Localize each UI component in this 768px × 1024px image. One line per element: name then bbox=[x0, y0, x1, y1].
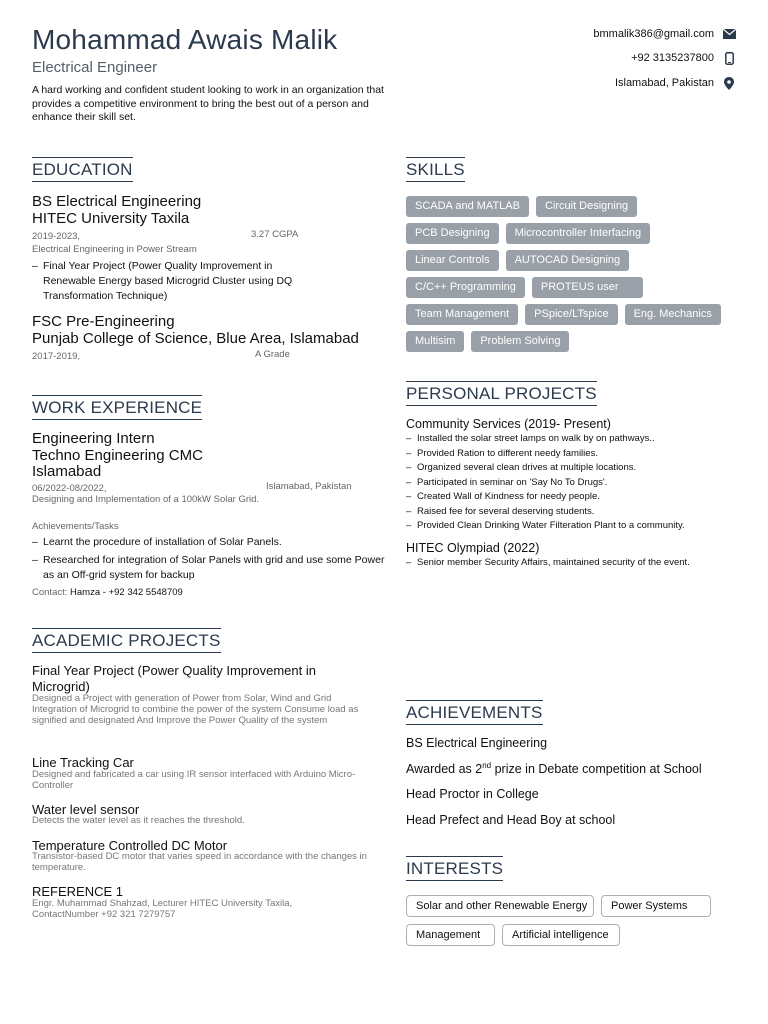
location-text: Islamabad, Pakistan bbox=[614, 77, 714, 89]
olympiad-title: HITEC Olympiad (2022) bbox=[406, 541, 540, 555]
work-contact bbox=[32, 587, 183, 598]
reference-desc: Engr. Muhammad Shahzad, Lecturer HITEC University Taxila, ContactNumber +92 321 7279757 bbox=[32, 898, 293, 920]
education-dates-1: 2019-2023, bbox=[32, 231, 81, 242]
achievements-heading: ACHIEVEMENTS bbox=[406, 703, 543, 722]
interest-tag: Solar and other Renewable Energy bbox=[406, 895, 594, 917]
candidate-name: Mohammad Awais Malik bbox=[32, 24, 338, 55]
academic-project-desc: Designed and fabricated a car using IR sensor interfaced with Arduino Micro-Controller bbox=[32, 769, 356, 791]
achievement-item: BS Electrical Engineering bbox=[406, 736, 548, 750]
skill-tag: PCB Designing bbox=[406, 223, 499, 244]
community-list bbox=[406, 432, 746, 534]
academic-project-desc: Detects the water level as it reaches the threshold. bbox=[32, 815, 245, 826]
personal-heading: PERSONAL PROJECTS bbox=[406, 384, 597, 403]
academic-project-desc: Designed a Project with generation of Power from Solar, Wind and Grid Integration of Microgrid to combine the power of the system Consume load as signified and designated And Improve the Power Quality of the system bbox=[32, 693, 359, 726]
work-company: Techno Engineering CMC bbox=[32, 447, 203, 464]
work-heading: WORK EXPERIENCE bbox=[32, 398, 203, 417]
education-degree-2: FSC Pre-Engineering bbox=[32, 313, 175, 330]
skill-tag: SCADA and MATLAB bbox=[406, 196, 529, 217]
education-dates-2: 2017-2019, bbox=[32, 351, 81, 362]
achievement-text: prize in Debate competition at School bbox=[491, 762, 702, 777]
interest-tag: Management bbox=[406, 924, 495, 946]
education-heading: EDUCATION bbox=[32, 160, 133, 179]
list-item: – Created Wall of Kindness for needy people. bbox=[406, 490, 746, 505]
education-school-2: Punjab College of Science, Blue Area, Islamabad bbox=[32, 330, 359, 347]
work-tasks-label: Achievements/Tasks bbox=[32, 521, 119, 532]
academic-project-name: Temperature Controlled DC Motor bbox=[32, 838, 228, 853]
list-item: – Provided Clean Drinking Water Filteration Plant to a community. bbox=[406, 519, 746, 534]
list-item: – Organized several clean drives at multiple locations. bbox=[406, 461, 746, 476]
work-contact-value: Hamza - +92 342 5548709 bbox=[70, 587, 183, 598]
work-city: Islamabad bbox=[32, 463, 102, 480]
interests-heading: INTERESTS bbox=[406, 859, 504, 878]
list-item: – Provided Ration to different needy families. bbox=[406, 447, 746, 462]
work-dates: 06/2022-08/2022, bbox=[32, 483, 107, 494]
list-item: – Raised fee for several deserving students. bbox=[406, 505, 746, 520]
list-item: – Learnt the procedure of installation of Solar Panels. bbox=[32, 535, 387, 551]
community-title: Community Services (2019- Present) bbox=[406, 417, 611, 431]
contact-location bbox=[615, 76, 736, 90]
map-pin-icon bbox=[722, 76, 736, 90]
interest-tag: Power Systems bbox=[601, 895, 711, 917]
olympiad-list bbox=[406, 556, 746, 571]
candidate-role: Electrical Engineer bbox=[32, 59, 158, 76]
academic-project-name: Water level sensor bbox=[32, 802, 140, 817]
education-grade-2: A Grade bbox=[255, 349, 290, 360]
education-bullets-1 bbox=[32, 259, 322, 303]
skill-tag: Problem Solving bbox=[471, 331, 569, 352]
contact-email[interactable] bbox=[593, 27, 736, 41]
work-position: Engineering Intern bbox=[32, 430, 155, 447]
skill-tag: Circuit Designing bbox=[536, 196, 637, 217]
achievement-text: Awarded as 2 bbox=[406, 762, 483, 777]
academic-heading: ACADEMIC PROJECTS bbox=[32, 631, 221, 650]
achievement-item: Head Proctor in College bbox=[406, 787, 539, 801]
education-school-1: HITEC University Taxila bbox=[32, 210, 190, 227]
interest-tag: Artificial intelligence bbox=[502, 924, 620, 946]
skills-heading: SKILLS bbox=[406, 160, 465, 179]
skill-tag: PROTEUS user bbox=[532, 277, 643, 298]
list-item: – Participated in seminar on 'Say No To Drugs'. bbox=[406, 476, 746, 491]
skill-tag: Eng. Mechanics bbox=[625, 304, 721, 325]
skill-tag: Microcontroller Interfacing bbox=[506, 223, 651, 244]
education-field-1: Electrical Engineering in Power Stream bbox=[32, 244, 197, 255]
work-location: Islamabad, Pakistan bbox=[266, 481, 352, 492]
education-grade-1: 3.27 CGPA bbox=[251, 229, 299, 240]
email-text[interactable]: bmmalik386@gmail.com bbox=[593, 28, 714, 40]
list-item: – Final Year Project (Power Quality Improvement in Renewable Energy based Microgrid Cluster using DQ Transformation Technique) bbox=[32, 259, 322, 303]
list-item: – Researched for integration of Solar Panels with grid and use some Power as an Off-grid system for backup bbox=[32, 553, 387, 584]
achievement-item: Head Prefect and Head Boy at school bbox=[406, 813, 616, 827]
contact-phone[interactable] bbox=[631, 51, 736, 65]
skills-list bbox=[406, 196, 736, 352]
work-contact-label: Contact: bbox=[32, 587, 68, 598]
achievement-item bbox=[406, 761, 702, 776]
achievement-sup: nd bbox=[482, 761, 492, 770]
academic-project-name: Final Year Project (Power Quality Improvement in Microgrid) bbox=[32, 663, 316, 694]
skill-tag: AUTOCAD Designing bbox=[506, 250, 630, 271]
education-degree-1: BS Electrical Engineering bbox=[32, 193, 202, 210]
phone-text[interactable]: +92 3135237800 bbox=[631, 52, 714, 64]
academic-project-desc: Transistor-based DC motor that varies speed in accordance with the changes in temperature. bbox=[32, 851, 367, 873]
list-item: – Senior member Security Affairs, maintained security of the event. bbox=[406, 556, 746, 571]
interests-list bbox=[406, 895, 736, 946]
work-description: Designing and Implementation of a 100kW Solar Grid. bbox=[32, 494, 260, 505]
skill-tag: PSpice/LTspice bbox=[525, 304, 617, 325]
phone-icon bbox=[722, 51, 736, 65]
skill-tag: Multisim bbox=[406, 331, 464, 352]
academic-project-name: Line Tracking Car bbox=[32, 755, 134, 770]
skill-tag: Linear Controls bbox=[406, 250, 499, 271]
skill-tag: C/C++ Programming bbox=[406, 277, 525, 298]
summary-text: A hard working and confident student looking to work in an organization that provides a competitive environment to bring the best out of a person and enhance their skill set. bbox=[32, 84, 384, 123]
skill-tag: Team Management bbox=[406, 304, 518, 325]
reference-title: REFERENCE 1 bbox=[32, 884, 124, 899]
work-tasks bbox=[32, 535, 387, 584]
envelope-icon bbox=[722, 27, 736, 41]
list-item: – Installed the solar street lamps on walk by on pathways.. bbox=[406, 432, 746, 447]
